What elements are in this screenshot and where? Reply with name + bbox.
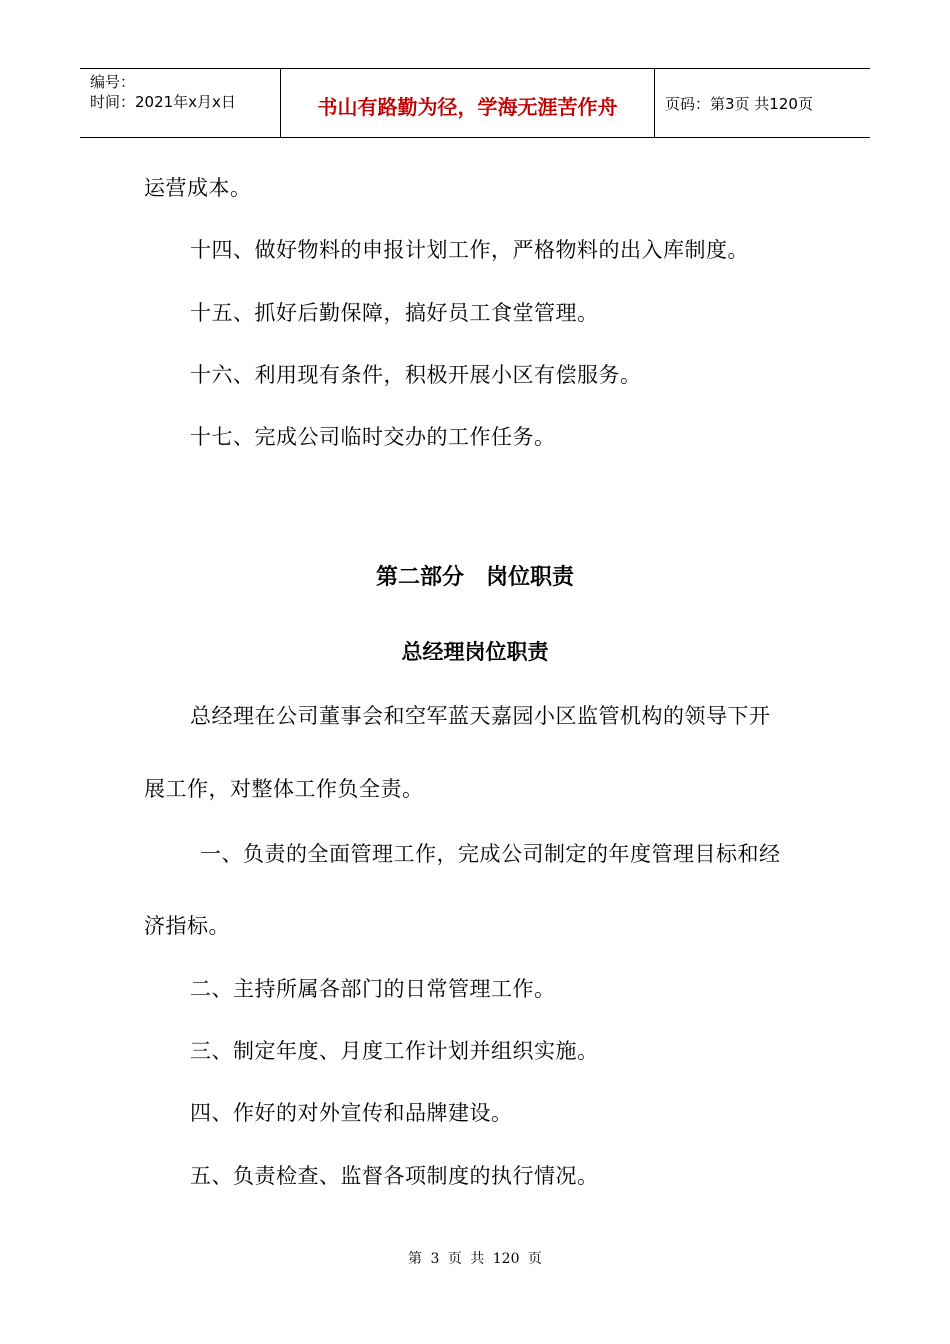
page-footer: 第 3 页 共 120 页 bbox=[408, 1251, 542, 1267]
document-number-label: 编号： bbox=[90, 73, 136, 91]
duty-paragraph-line: 济指标。 bbox=[144, 914, 230, 938]
document-time-label: 时间：2021年x月x日 bbox=[90, 93, 236, 111]
list-item: 五、负责检查、监督各项制度的执行情况。 bbox=[190, 1164, 599, 1188]
list-item: 十七、完成公司临时交办的工作任务。 bbox=[190, 425, 556, 449]
list-item: 三、制定年度、月度工作计划并组织实施。 bbox=[190, 1039, 599, 1063]
list-item: 十四、做好物料的申报计划工作，严格物料的出入库制度。 bbox=[190, 238, 749, 262]
duty-paragraph-line: 一、负责的全面管理工作，完成公司制定的年度管理目标和经 bbox=[200, 842, 781, 866]
intro-paragraph-line: 展工作，对整体工作负全责。 bbox=[144, 777, 424, 801]
header-page-info: 页码：第3页 共120页 bbox=[665, 95, 813, 113]
list-item: 四、作好的对外宣传和品牌建设。 bbox=[190, 1101, 513, 1125]
section-title: 第二部分 岗位职责 bbox=[375, 565, 574, 590]
list-item: 十五、抓好后勤保障，搞好员工食堂管理。 bbox=[190, 301, 599, 325]
continuation-text: 运营成本。 bbox=[144, 176, 252, 200]
header-motto: 书山有路勤为径，学海无涯苦作舟 bbox=[317, 95, 618, 119]
header-info-cell bbox=[80, 69, 281, 137]
subsection-title: 总经理岗位职责 bbox=[401, 640, 549, 664]
page-header bbox=[80, 68, 870, 138]
intro-paragraph-line: 总经理在公司董事会和空军蓝天嘉园小区监管机构的领导下开 bbox=[190, 704, 771, 728]
header-motto-cell bbox=[281, 69, 655, 137]
list-item: 二、主持所属各部门的日常管理工作。 bbox=[190, 977, 556, 1001]
header-page-cell bbox=[655, 69, 870, 137]
list-item: 十六、利用现有条件，积极开展小区有偿服务。 bbox=[190, 363, 642, 387]
